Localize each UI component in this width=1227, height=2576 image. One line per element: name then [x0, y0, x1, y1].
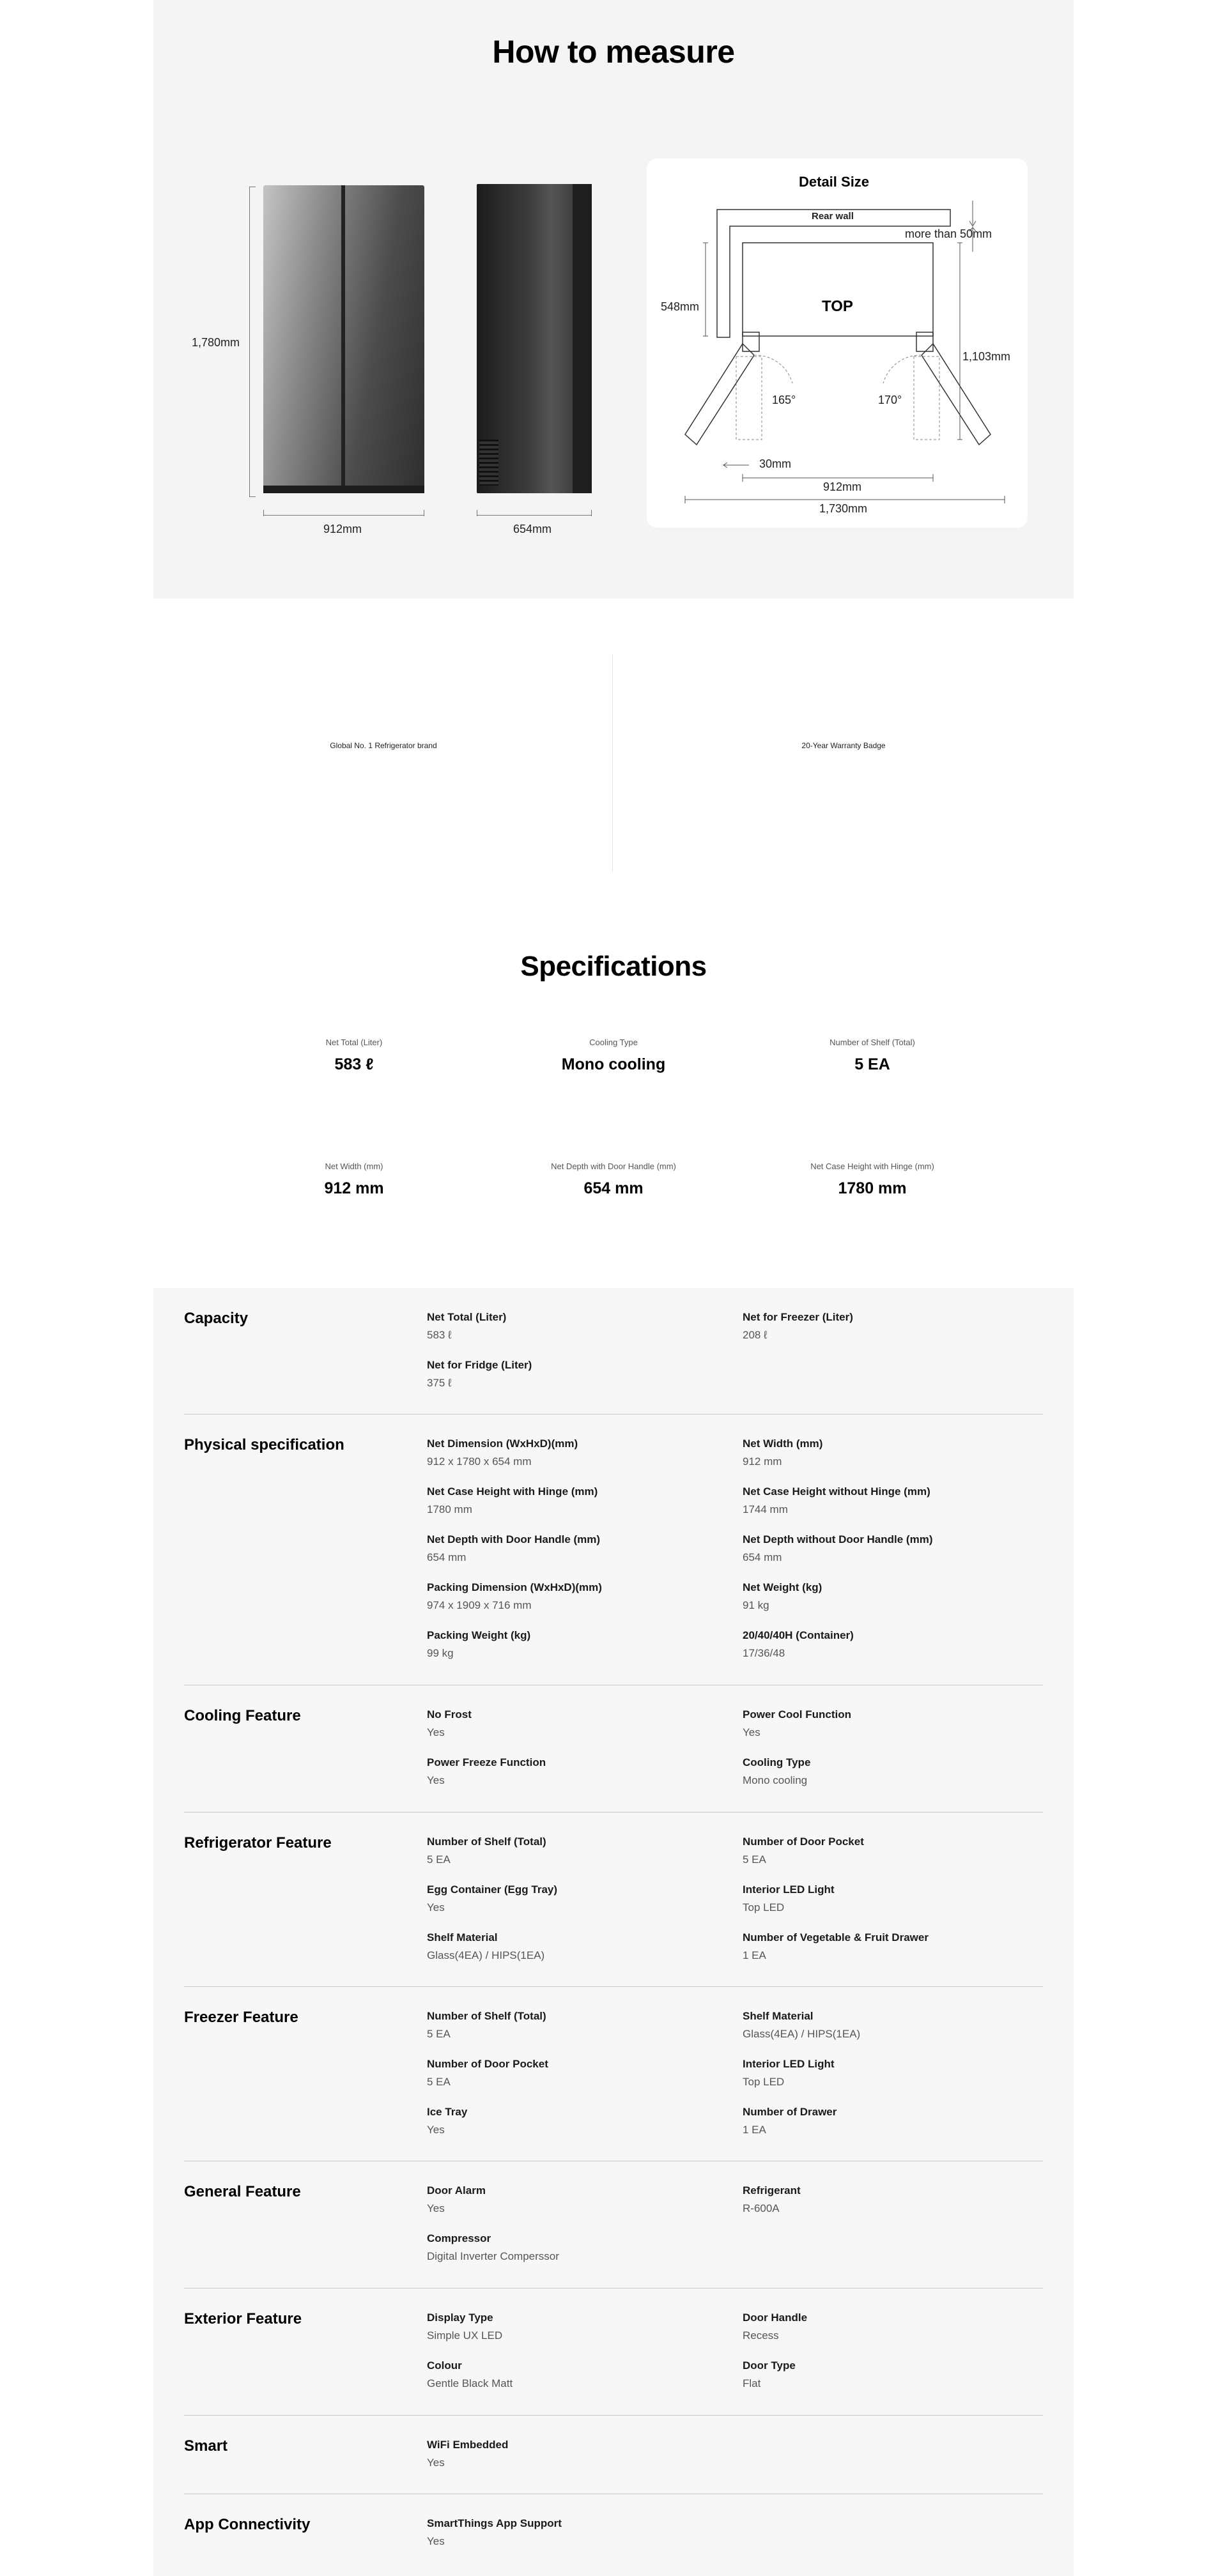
spec-item: [743, 2010, 1037, 2041]
spec-name: Egg Container (Egg Tray): [427, 1883, 558, 1896]
spec-name: Cooling Type: [743, 1756, 811, 1768]
spec-name: Power Cool Function: [743, 1708, 851, 1721]
clearance-label: more than 50mm: [905, 227, 992, 240]
right-door-rect: [914, 356, 939, 440]
spec-value: R-600A: [743, 2202, 780, 2214]
top-view-body: [743, 243, 933, 336]
front-width-dimension-line: [263, 515, 424, 516]
spec-item: [743, 2058, 1037, 2089]
highlight-label: Net Width (mm): [325, 1162, 383, 1171]
spec-section-refrigerator: [184, 1813, 1043, 1987]
spec-item: [427, 1311, 721, 1342]
section-title: Exterior Feature: [184, 2310, 302, 2327]
spec-item: [743, 1883, 1037, 1914]
spec-value: 583 ℓ: [427, 1329, 452, 1341]
section-title: Smart: [184, 2437, 228, 2455]
spec-value: 912 x 1780 x 654 mm: [427, 1455, 532, 1468]
highlight-value: 1780 mm: [838, 1179, 907, 1197]
highlight-label: Net Depth with Door Handle (mm): [551, 1162, 676, 1171]
spec-name: Interior LED Light: [743, 2058, 835, 2070]
left-hinge: [743, 332, 759, 351]
side-depth-cap: [591, 510, 592, 516]
front-width-label: 912mm: [323, 523, 362, 535]
spec-name: Net for Fridge (Liter): [427, 1359, 532, 1371]
spec-item: [743, 1756, 1037, 1787]
spec-item: [427, 1581, 721, 1612]
spec-name: Packing Dimension (WxHxD)(mm): [427, 1581, 602, 1593]
spec-value: Yes: [427, 2535, 445, 2547]
rear-wall-label: Rear wall: [812, 211, 854, 222]
specifications-title: Specifications: [520, 951, 707, 982]
spec-value: 5 EA: [427, 2076, 451, 2088]
depth-dimension-line: [703, 243, 708, 336]
side-depth-label: 654mm: [513, 523, 552, 535]
depth-label: 548mm: [661, 300, 700, 313]
section-title: Refrigerator Feature: [184, 1834, 332, 1851]
spec-section-smart: [184, 2416, 1043, 2494]
spec-name: 20/40/40H (Container): [743, 1629, 854, 1641]
spec-item: [743, 1485, 1037, 1516]
spec-value: Top LED: [743, 1901, 785, 1913]
section-title: App Connectivity: [184, 2516, 311, 2533]
spec-value: Yes: [427, 2457, 445, 2469]
spec-name: Compressor: [427, 2232, 491, 2244]
spec-value: 1780 mm: [427, 1503, 472, 1515]
spec-value: Yes: [743, 1726, 760, 1738]
spec-item: [427, 1629, 721, 1660]
fridge-side-vents: [479, 440, 498, 486]
width-label: 912mm: [823, 480, 862, 493]
spec-item: [427, 2359, 721, 2390]
spec-value: 1744 mm: [743, 1503, 788, 1515]
spec-item: [427, 1533, 721, 1564]
spec-name: Interior LED Light: [743, 1883, 835, 1896]
spec-value: Yes: [427, 2124, 445, 2136]
spec-item: [743, 2106, 1037, 2136]
spec-name: WiFi Embedded: [427, 2439, 509, 2451]
spec-value: 99 kg: [427, 1647, 454, 1659]
left-door-rect: [736, 356, 762, 440]
spec-value: 208 ℓ: [743, 1329, 768, 1341]
door-split: [341, 185, 345, 493]
spec-name: Colour: [427, 2359, 462, 2372]
spec-item: [427, 2517, 721, 2548]
highlight-net-depth: [467, 1162, 760, 1198]
spec-name: Number of Shelf (Total): [427, 2010, 546, 2022]
front-width-cap: [263, 510, 264, 516]
spec-value: Yes: [427, 1901, 445, 1913]
spec-item: [427, 1883, 721, 1914]
spec-item: [427, 1438, 721, 1468]
spec-value: Flat: [743, 2377, 761, 2389]
spec-name: Display Type: [427, 2312, 493, 2324]
spec-item: [427, 2184, 721, 2215]
spec-value: 375 ℓ: [427, 1377, 452, 1389]
spec-value: Mono cooling: [743, 1774, 808, 1786]
highlight-label: Net Total (Liter): [325, 1038, 383, 1047]
height-dimension-cap: [249, 496, 256, 497]
spec-value: Simple UX LED: [427, 2329, 503, 2342]
spec-value: 5 EA: [427, 1853, 451, 1866]
spec-name: Number of Vegetable & Fruit Drawer: [743, 1931, 929, 1943]
spec-value: 17/36/48: [743, 1647, 785, 1659]
spec-name: Net Case Height without Hinge (mm): [743, 1485, 930, 1498]
section-title: General Feature: [184, 2183, 301, 2200]
gap-label: 30mm: [759, 457, 792, 470]
height-dimension-line: [249, 187, 250, 497]
spec-name: Number of Drawer: [743, 2106, 837, 2118]
highlight-cooling-type: [467, 1038, 760, 1074]
spec-name: Net for Freezer (Liter): [743, 1311, 853, 1323]
spec-item: [743, 1438, 1037, 1468]
spec-name: Net Depth with Door Handle (mm): [427, 1533, 601, 1545]
spec-item: [743, 1836, 1037, 1866]
spec-name: Number of Door Pocket: [427, 2058, 548, 2070]
how-to-measure-section: [153, 0, 1074, 599]
spec-section-physical: [184, 1414, 1043, 1685]
brand-badge: [153, 654, 614, 871]
spec-item: [427, 2010, 721, 2041]
highlight-value: 5 EA: [854, 1055, 890, 1073]
open-depth-dimension-line: [957, 243, 962, 440]
spec-item: [427, 2312, 721, 2342]
spec-value: 5 EA: [427, 2028, 451, 2040]
spec-item: [743, 1581, 1037, 1612]
spec-name: Door Handle: [743, 2312, 808, 2324]
spec-item: [743, 1931, 1037, 1962]
highlight-value: 583 ℓ: [334, 1055, 374, 1073]
angle-left-label: 165°: [772, 394, 796, 406]
highlight-value: 654 mm: [583, 1179, 644, 1197]
spec-name: Net Dimension (WxHxD)(mm): [427, 1438, 578, 1450]
spec-item: [427, 1359, 721, 1390]
spec-value: Yes: [427, 1726, 445, 1738]
spec-table: [153, 1288, 1074, 2576]
warranty-badge: [614, 654, 1074, 871]
spec-item: [427, 1708, 721, 1739]
spec-value: 5 EA: [743, 1853, 766, 1866]
spec-item: [427, 2106, 721, 2136]
highlight-shelf-count: [725, 1038, 1019, 1074]
spec-name: Door Type: [743, 2359, 796, 2372]
section-title: Cooling Feature: [184, 1707, 301, 1724]
spec-item: [427, 2058, 721, 2089]
spec-item: [427, 2439, 721, 2469]
spec-item: [427, 1836, 721, 1866]
badge-divider: [612, 654, 613, 871]
highlight-label: Net Case Height with Hinge (mm): [810, 1162, 934, 1171]
spec-name: Shelf Material: [743, 2010, 814, 2022]
fridge-base: [263, 486, 424, 493]
spec-value: 1 EA: [743, 2124, 766, 2136]
gap-dimension-line: [723, 463, 749, 468]
spec-item: [743, 2312, 1037, 2342]
spec-section-cooling: [184, 1685, 1043, 1813]
spec-name: Net Weight (kg): [743, 1581, 822, 1593]
highlight-net-width: [207, 1162, 501, 1198]
fridge-side-door: [573, 184, 592, 493]
spec-value: Top LED: [743, 2076, 785, 2088]
warranty-badge-label: 20-Year Warranty Badge: [801, 741, 886, 750]
left-door-swing-arc: [754, 355, 792, 383]
top-label: TOP: [822, 298, 853, 315]
spec-value: 974 x 1909 x 716 mm: [427, 1599, 532, 1611]
spec-item: [427, 1756, 721, 1787]
fridge-front-image: [263, 185, 424, 493]
spec-section-app-connectivity: [184, 2494, 1043, 2576]
spec-value: Yes: [427, 2202, 445, 2214]
highlight-value: Mono cooling: [561, 1055, 666, 1073]
spec-value: 654 mm: [743, 1551, 782, 1563]
side-depth-dimension-line: [477, 515, 592, 516]
spec-value: 912 mm: [743, 1455, 782, 1468]
spec-item: [743, 2359, 1037, 2390]
spec-value: Gentle Black Matt: [427, 2377, 513, 2389]
spec-value: Digital Inverter Comperssor: [427, 2250, 559, 2262]
angle-right-label: 170°: [878, 394, 902, 406]
spec-name: Net Width (mm): [743, 1438, 823, 1450]
spec-value: Yes: [427, 1774, 445, 1786]
section-title: Physical specification: [184, 1436, 344, 1453]
spec-value: Glass(4EA) / HIPS(1EA): [427, 1949, 545, 1961]
brand-badge-label: Global No. 1 Refrigerator brand: [330, 741, 437, 750]
spec-name: SmartThings App Support: [427, 2517, 562, 2529]
highlight-value: 912 mm: [324, 1179, 384, 1197]
spec-value: 1 EA: [743, 1949, 766, 1961]
highlight-label: Cooling Type: [589, 1038, 638, 1047]
right-door-swing-arc: [883, 355, 922, 383]
clearance-arrow: [969, 201, 976, 226]
open-depth-label: 1,103mm: [962, 350, 1011, 363]
highlight-net-total: [207, 1038, 501, 1074]
measure-title: How to measure: [492, 34, 735, 70]
left-open-door: [685, 344, 754, 445]
spec-name: Net Total (Liter): [427, 1311, 507, 1323]
spec-name: Power Freeze Function: [427, 1756, 546, 1768]
spec-item: [743, 1533, 1037, 1564]
spec-value: Glass(4EA) / HIPS(1EA): [743, 2028, 861, 2040]
spec-item: [743, 2184, 1037, 2215]
spec-section-exterior: [184, 2288, 1043, 2416]
open-width-label: 1,730mm: [819, 502, 868, 515]
highlight-case-height: [725, 1162, 1019, 1198]
spec-item: [743, 1311, 1037, 1342]
right-hinge: [916, 332, 933, 351]
spec-name: Packing Weight (kg): [427, 1629, 531, 1641]
detail-size-title: Detail Size: [799, 174, 870, 190]
fridge-side-image: [477, 184, 592, 493]
section-title: Freezer Feature: [184, 2009, 298, 2026]
spec-item: [743, 1708, 1037, 1739]
spec-item: [427, 1931, 721, 1962]
spec-value: 91 kg: [743, 1599, 769, 1611]
spec-name: Door Alarm: [427, 2184, 486, 2196]
spec-name: No Frost: [427, 1708, 472, 1721]
spec-item: [427, 1485, 721, 1516]
spec-section-capacity: [184, 1288, 1043, 1414]
spec-name: Net Depth without Door Handle (mm): [743, 1533, 933, 1545]
front-height-label: 1,780mm: [192, 336, 240, 349]
detail-size-card: [647, 158, 1028, 528]
spec-value: Recess: [743, 2329, 779, 2342]
badges-section: [153, 654, 1074, 871]
spec-name: Refrigerant: [743, 2184, 801, 2196]
highlight-label: Number of Shelf (Total): [830, 1038, 915, 1047]
spec-name: Net Case Height with Hinge (mm): [427, 1485, 598, 1498]
spec-name: Ice Tray: [427, 2106, 468, 2118]
spec-name: Number of Shelf (Total): [427, 1836, 546, 1848]
spec-item: [743, 1629, 1037, 1660]
spec-section-general: [184, 2161, 1043, 2288]
section-title: Capacity: [184, 1310, 249, 1327]
spec-section-freezer: [184, 1987, 1043, 2161]
spec-item: [427, 2232, 721, 2263]
spec-name: Number of Door Pocket: [743, 1836, 864, 1848]
spec-value: 654 mm: [427, 1551, 467, 1563]
spec-name: Shelf Material: [427, 1931, 498, 1943]
